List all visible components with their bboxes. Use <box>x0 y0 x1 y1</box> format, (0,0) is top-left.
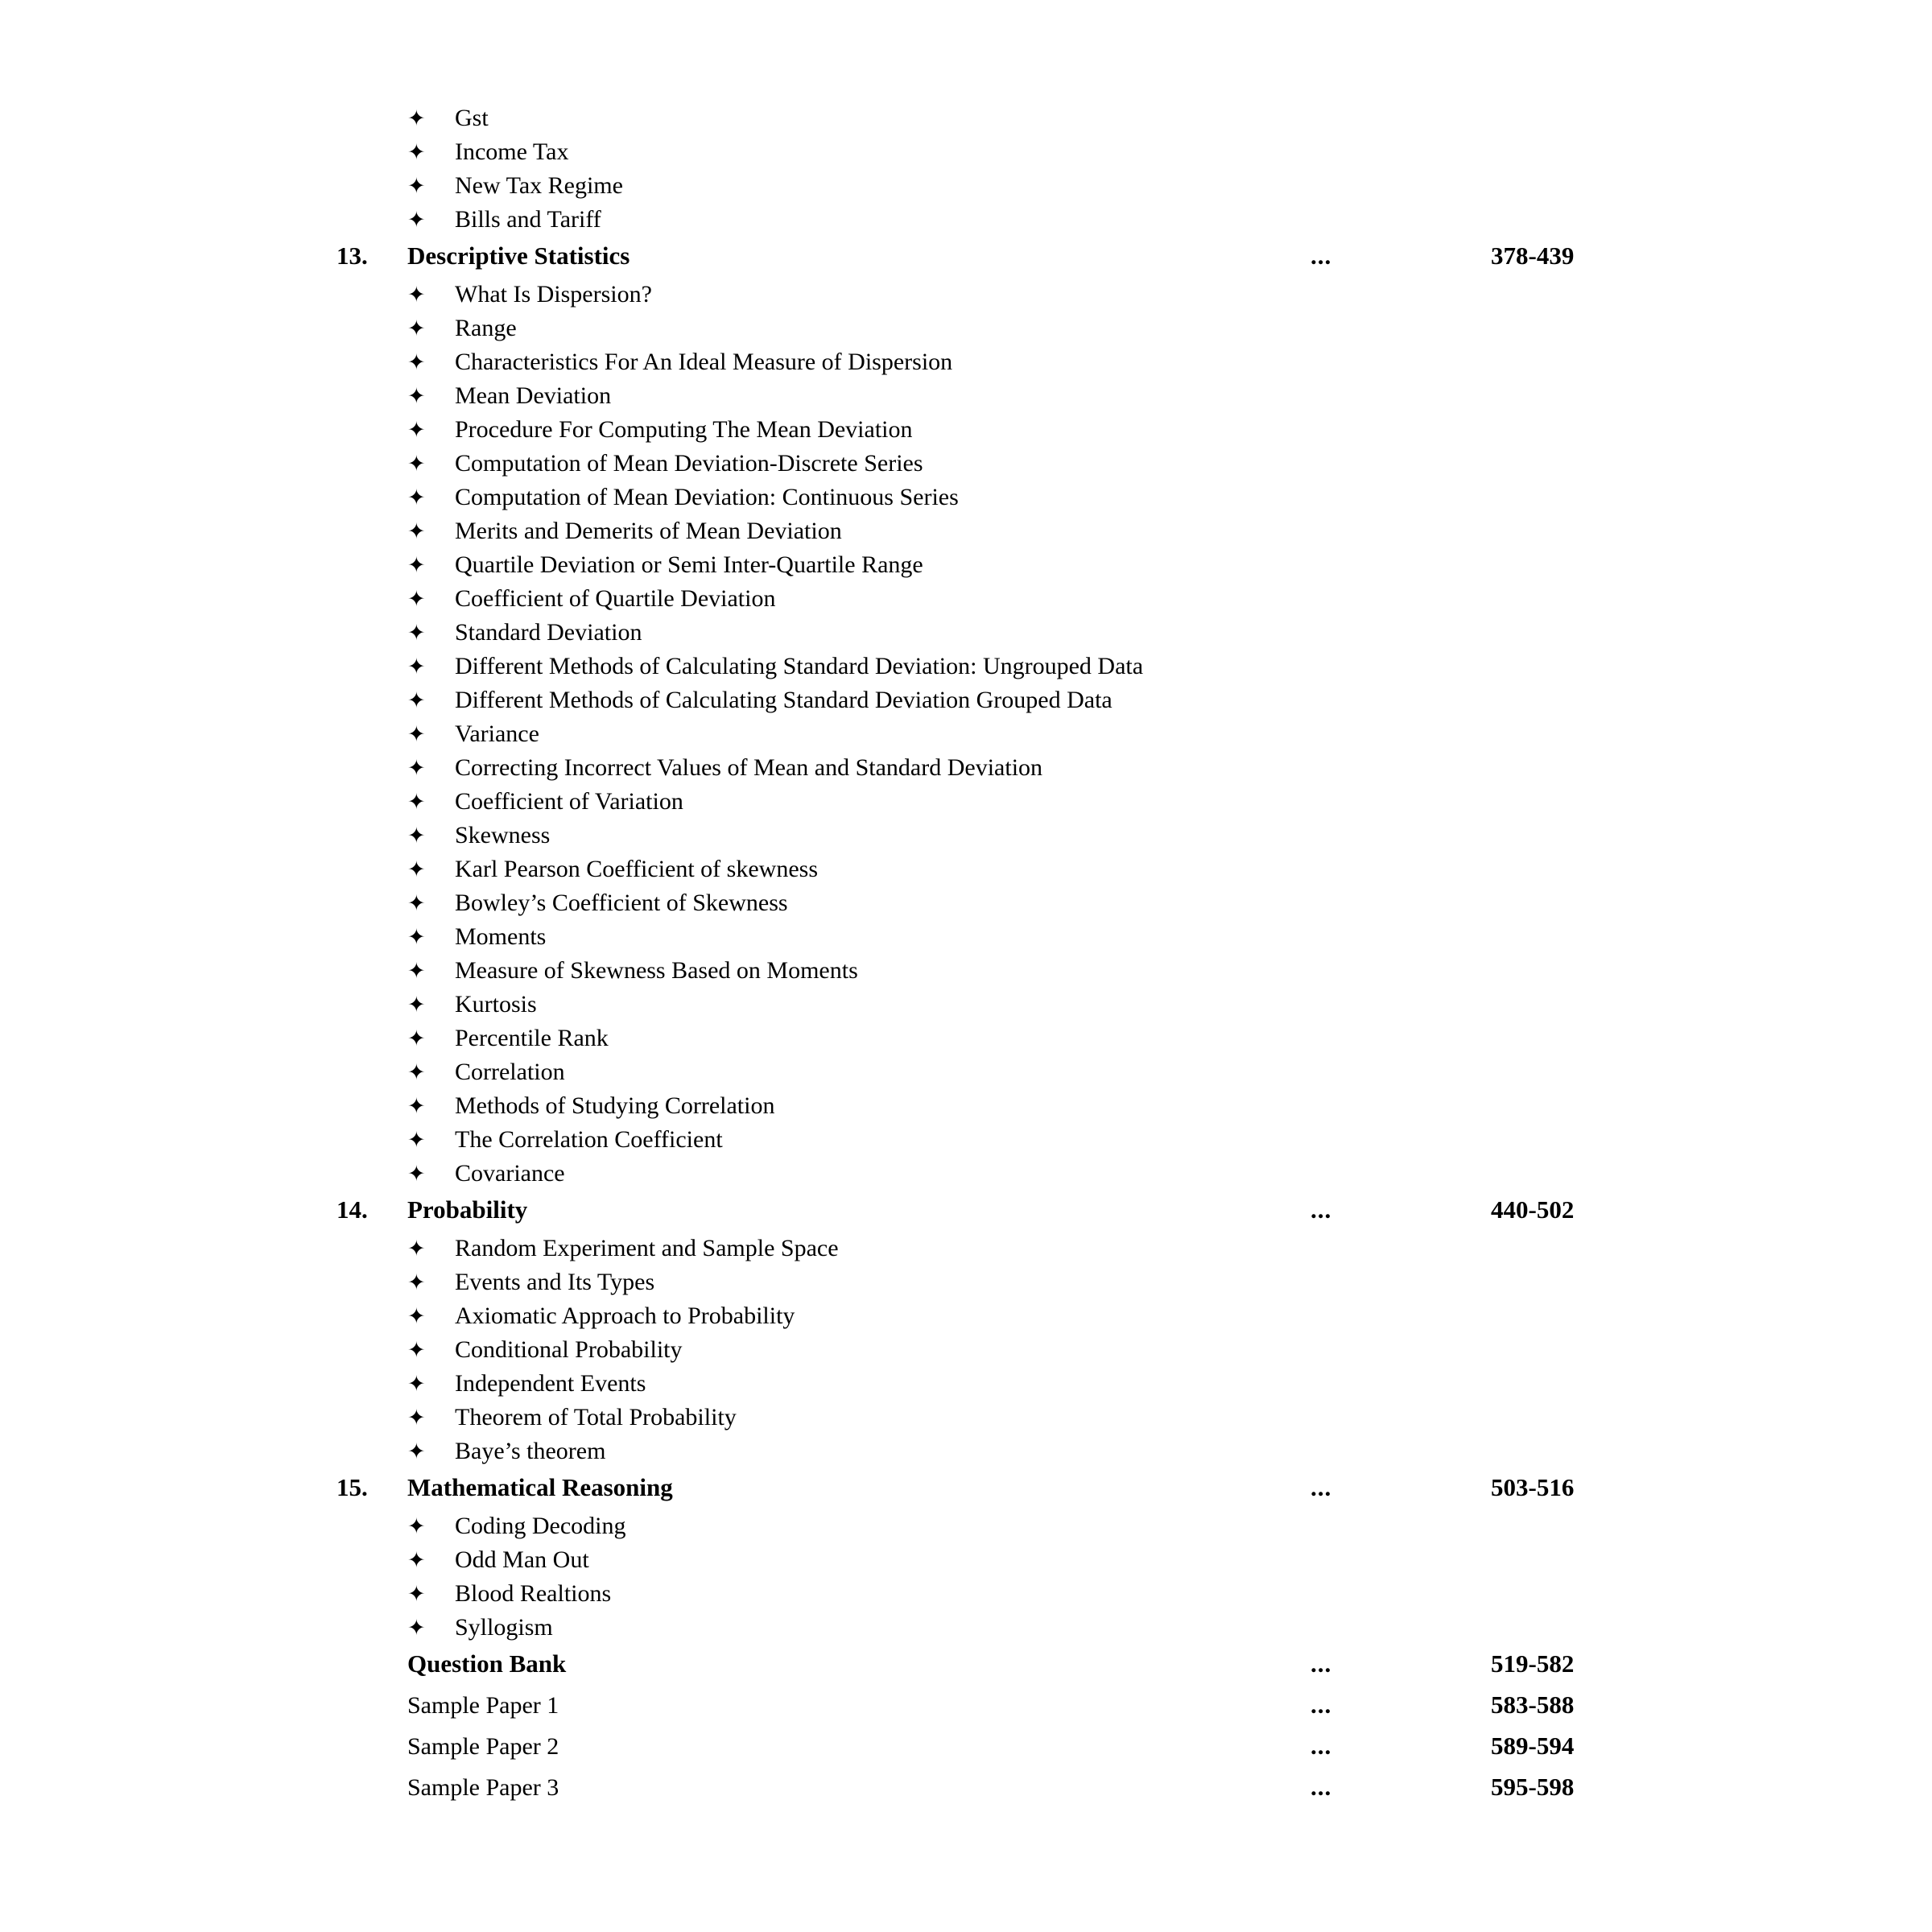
toc-topic-row <box>0 1612 1932 1646</box>
topic-label[interactable]: Bowley’s Coefficient of Skewness <box>455 890 788 916</box>
section-title[interactable]: Sample Paper 2 <box>407 1733 559 1760</box>
topic-label[interactable]: Income Tax <box>455 138 569 165</box>
section-title[interactable]: Sample Paper 1 <box>407 1692 559 1719</box>
topic-label[interactable]: Moments <box>455 923 547 950</box>
toc-topic-row <box>0 313 1932 347</box>
four-pointed-star-bullet-icon: ✦ <box>407 1026 426 1051</box>
topic-label[interactable]: Procedure For Computing The Mean Deviation <box>455 416 913 443</box>
topic-label[interactable]: What Is Dispersion? <box>455 281 652 308</box>
toc-topic-row <box>0 1233 1932 1267</box>
four-pointed-star-bullet-icon: ✦ <box>407 1304 426 1328</box>
topic-label[interactable]: Coding Decoding <box>455 1513 626 1539</box>
topic-label[interactable]: Characteristics For An Ideal Measure of Dispersion <box>455 349 953 375</box>
toc-topic-row <box>0 1402 1932 1436</box>
four-pointed-star-bullet-icon: ✦ <box>407 1270 426 1294</box>
four-pointed-star-bullet-icon: ✦ <box>407 722 426 746</box>
toc-topic-row <box>0 989 1932 1023</box>
topic-label[interactable]: Bills and Tariff <box>455 206 601 233</box>
four-pointed-star-bullet-icon: ✦ <box>407 1582 426 1606</box>
toc-topic-row <box>0 1125 1932 1158</box>
four-pointed-star-bullet-icon: ✦ <box>407 283 426 307</box>
four-pointed-star-bullet-icon: ✦ <box>407 1439 426 1463</box>
section-title[interactable]: Sample Paper 3 <box>407 1774 559 1801</box>
toc-topic-row <box>0 1436 1932 1470</box>
toc-topic-row <box>0 651 1932 685</box>
four-pointed-star-bullet-icon: ✦ <box>407 993 426 1017</box>
four-pointed-star-bullet-icon: ✦ <box>407 587 426 611</box>
topic-label[interactable]: Measure of Skewness Based on Moments <box>455 957 858 984</box>
four-pointed-star-bullet-icon: ✦ <box>407 857 426 881</box>
leader-dots: ... <box>1311 1195 1332 1224</box>
toc-topic-row <box>0 719 1932 753</box>
topic-label[interactable]: Theorem of Total Probability <box>455 1404 737 1430</box>
toc-topic-row <box>0 1545 1932 1579</box>
toc-topic-row <box>0 956 1932 989</box>
topic-label[interactable]: Methods of Studying Correlation <box>455 1092 775 1119</box>
toc-topic-row <box>0 204 1932 238</box>
toc-topic-row <box>0 685 1932 719</box>
topic-label[interactable]: Events and Its Types <box>455 1269 655 1295</box>
four-pointed-star-bullet-icon: ✦ <box>407 1162 426 1186</box>
topic-label[interactable]: Different Methods of Calculating Standard Deviation Grouped Data <box>455 687 1113 713</box>
toc-section-row <box>0 1646 1932 1687</box>
page-range: 583-588 <box>1491 1690 1575 1719</box>
four-pointed-star-bullet-icon: ✦ <box>407 621 426 645</box>
topic-label[interactable]: Merits and Demerits of Mean Deviation <box>455 518 842 544</box>
toc-topic-row <box>0 1511 1932 1545</box>
topic-label[interactable]: Syllogism <box>455 1614 553 1641</box>
toc-chapter-row <box>0 1192 1932 1233</box>
topic-label[interactable]: Variance <box>455 720 539 747</box>
topic-label[interactable]: Skewness <box>455 822 551 848</box>
topic-label[interactable]: Karl Pearson Coefficient of skewness <box>455 856 818 882</box>
topic-label[interactable]: Computation of Mean Deviation: Continuous Series <box>455 484 959 510</box>
four-pointed-star-bullet-icon: ✦ <box>407 790 426 814</box>
four-pointed-star-bullet-icon: ✦ <box>407 519 426 543</box>
four-pointed-star-bullet-icon: ✦ <box>407 1406 426 1430</box>
toc-topic-row <box>0 1023 1932 1057</box>
four-pointed-star-bullet-icon: ✦ <box>407 1548 426 1572</box>
four-pointed-star-bullet-icon: ✦ <box>407 925 426 949</box>
toc-topic-row <box>0 1368 1932 1402</box>
toc-topic-row <box>0 516 1932 550</box>
chapter-number: 13. <box>336 242 368 270</box>
page-range: 589-594 <box>1491 1732 1575 1760</box>
topic-label[interactable]: Standard Deviation <box>455 619 642 646</box>
toc-topic-row <box>0 786 1932 820</box>
topic-label[interactable]: The Correlation Coefficient <box>455 1126 723 1153</box>
topic-label[interactable]: Coefficient of Variation <box>455 788 683 815</box>
four-pointed-star-bullet-icon: ✦ <box>407 140 426 164</box>
toc-topic-row <box>0 381 1932 415</box>
topic-label[interactable]: Blood Realtions <box>455 1580 612 1607</box>
toc-topic-row <box>0 753 1932 786</box>
toc-topic-row <box>0 1267 1932 1301</box>
toc-topic-row <box>0 888 1932 922</box>
four-pointed-star-bullet-icon: ✦ <box>407 174 426 198</box>
table-of-contents-list <box>0 103 1932 1810</box>
toc-topic-row <box>0 1301 1932 1335</box>
toc-topic-row <box>0 617 1932 651</box>
toc-section-row <box>0 1728 1932 1769</box>
toc-topic-row <box>0 820 1932 854</box>
topic-label[interactable]: Correlation <box>455 1059 565 1085</box>
four-pointed-star-bullet-icon: ✦ <box>407 1128 426 1152</box>
topic-label[interactable]: Mean Deviation <box>455 382 612 409</box>
topic-label[interactable]: Baye’s theorem <box>455 1438 606 1464</box>
toc-topic-row <box>0 415 1932 448</box>
topic-label[interactable]: Coefficient of Quartile Deviation <box>455 585 776 612</box>
toc-topic-row <box>0 1579 1932 1612</box>
four-pointed-star-bullet-icon: ✦ <box>407 756 426 780</box>
toc-topic-row <box>0 137 1932 171</box>
toc-topic-row <box>0 922 1932 956</box>
toc-topic-row <box>0 482 1932 516</box>
leader-dots: ... <box>1311 1773 1332 1801</box>
leader-dots: ... <box>1311 1649 1332 1678</box>
toc-section-row <box>0 1769 1932 1810</box>
toc-topic-row <box>0 1091 1932 1125</box>
toc-topic-row <box>0 1057 1932 1091</box>
toc-topic-row <box>0 448 1932 482</box>
toc-topic-row <box>0 171 1932 204</box>
toc-topic-row <box>0 1335 1932 1368</box>
chapter-number: 15. <box>336 1473 368 1501</box>
topic-label[interactable]: Random Experiment and Sample Space <box>455 1235 839 1261</box>
leader-dots: ... <box>1311 1732 1332 1760</box>
toc-chapter-row <box>0 238 1932 279</box>
chapter-title[interactable]: Descriptive Statistics <box>407 242 630 270</box>
topic-label[interactable]: Independent Events <box>455 1370 646 1397</box>
chapter-title[interactable]: Mathematical Reasoning <box>407 1473 673 1501</box>
topic-label[interactable]: Percentile Rank <box>455 1025 609 1051</box>
four-pointed-star-bullet-icon: ✦ <box>407 1338 426 1362</box>
chapter-number: 14. <box>336 1195 368 1224</box>
section-title[interactable]: Question Bank <box>407 1649 567 1678</box>
four-pointed-star-bullet-icon: ✦ <box>407 452 426 476</box>
chapter-title[interactable]: Probability <box>407 1195 528 1224</box>
topic-label[interactable]: New Tax Regime <box>455 172 623 199</box>
leader-dots: ... <box>1311 1690 1332 1719</box>
page-range: 519-582 <box>1491 1649 1575 1678</box>
toc-topic-row <box>0 279 1932 313</box>
four-pointed-star-bullet-icon: ✦ <box>407 316 426 341</box>
toc-chapter-row <box>0 1470 1932 1511</box>
topic-label[interactable]: Quartile Deviation or Semi Inter-Quartile Range <box>455 551 923 578</box>
topic-label[interactable]: Computation of Mean Deviation-Discrete Series <box>455 450 923 477</box>
topic-label[interactable]: Kurtosis <box>455 991 537 1018</box>
page-range: 503-516 <box>1491 1473 1575 1501</box>
four-pointed-star-bullet-icon: ✦ <box>407 1372 426 1396</box>
four-pointed-star-bullet-icon: ✦ <box>407 688 426 712</box>
topic-label[interactable]: Odd Man Out <box>455 1546 589 1573</box>
four-pointed-star-bullet-icon: ✦ <box>407 824 426 848</box>
four-pointed-star-bullet-icon: ✦ <box>407 1514 426 1538</box>
toc-topic-row <box>0 550 1932 584</box>
four-pointed-star-bullet-icon: ✦ <box>407 654 426 679</box>
four-pointed-star-bullet-icon: ✦ <box>407 485 426 510</box>
four-pointed-star-bullet-icon: ✦ <box>407 384 426 408</box>
toc-section-row <box>0 1687 1932 1728</box>
topic-label[interactable]: Different Methods of Calculating Standard Deviation: Ungrouped Data <box>455 653 1144 679</box>
four-pointed-star-bullet-icon: ✦ <box>407 1060 426 1084</box>
leader-dots: ... <box>1311 1473 1332 1501</box>
toc-topic-row <box>0 854 1932 888</box>
toc-topic-row <box>0 347 1932 381</box>
topic-label[interactable]: Axiomatic Approach to Probability <box>455 1302 795 1329</box>
topic-label[interactable]: Range <box>455 315 517 341</box>
four-pointed-star-bullet-icon: ✦ <box>407 1236 426 1261</box>
topic-label[interactable]: Conditional Probability <box>455 1336 683 1363</box>
topic-label[interactable]: Correcting Incorrect Values of Mean and Standard Deviation <box>455 754 1043 781</box>
four-pointed-star-bullet-icon: ✦ <box>407 959 426 983</box>
page-range: 378-439 <box>1491 242 1575 270</box>
toc-topic-row <box>0 1158 1932 1192</box>
four-pointed-star-bullet-icon: ✦ <box>407 350 426 374</box>
four-pointed-star-bullet-icon: ✦ <box>407 891 426 915</box>
page-range: 595-598 <box>1491 1773 1575 1801</box>
topic-label[interactable]: Gst <box>455 105 489 131</box>
toc-topic-row <box>0 584 1932 617</box>
toc-topic-row <box>0 103 1932 137</box>
four-pointed-star-bullet-icon: ✦ <box>407 1094 426 1118</box>
four-pointed-star-bullet-icon: ✦ <box>407 106 426 130</box>
topic-label[interactable]: Covariance <box>455 1160 565 1187</box>
four-pointed-star-bullet-icon: ✦ <box>407 553 426 577</box>
page-range: 440-502 <box>1491 1195 1575 1224</box>
leader-dots: ... <box>1311 242 1332 270</box>
four-pointed-star-bullet-icon: ✦ <box>407 208 426 232</box>
four-pointed-star-bullet-icon: ✦ <box>407 418 426 442</box>
four-pointed-star-bullet-icon: ✦ <box>407 1616 426 1640</box>
